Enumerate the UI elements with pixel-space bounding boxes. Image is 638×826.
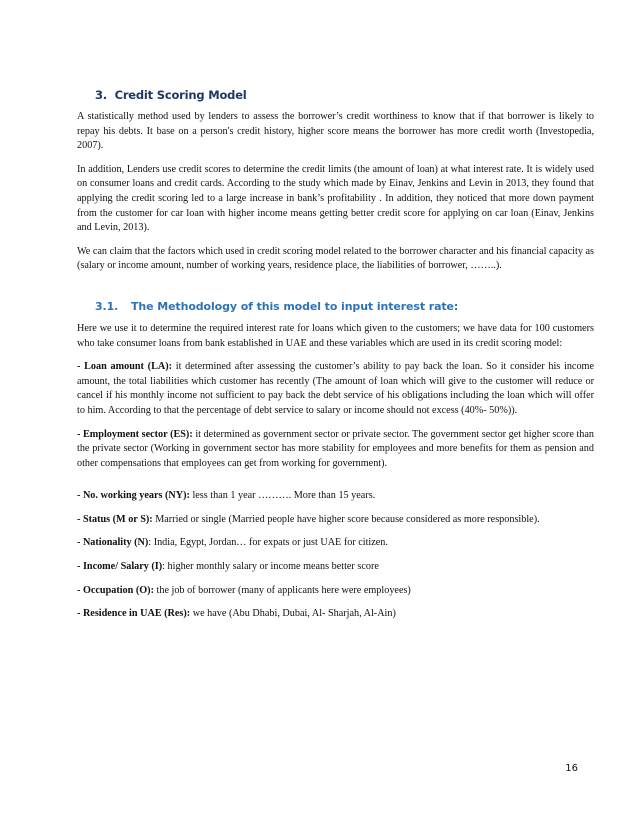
variable-income-salary [77, 560, 594, 575]
variable-term: - No. working years (NY): [77, 490, 190, 502]
section-title: Credit Scoring Model [114, 88, 247, 102]
variable-description: : higher monthly salary or income means better score [162, 561, 379, 573]
variable-status [77, 513, 594, 528]
variable-residence [77, 607, 594, 622]
subsection-number: 3.1. [95, 299, 119, 313]
variable-term: - Income/ Salary (I) [77, 561, 163, 573]
page-content [77, 88, 594, 631]
variable-description: : India, Egypt, Jordan… for expats or just UAE for citizen. [148, 537, 388, 549]
section-heading [95, 88, 594, 102]
variable-term: - Residence in UAE (Res): [77, 608, 191, 620]
intro-paragraph-1: A statistically method used by lenders to assess the borrower’s credit worthiness to know that if that borrower is likely to repay his debts. It base on a person's credit history, higher score means the borrower has more credit worth (Investopedia, 2007). [77, 111, 594, 152]
intro-paragraph-2: In addition, Lenders use credit scores to determine the credit limits (the amount of loan) at what interest rate. It is widely used on consumer loans and credit cards. According to the study which made by Einav, Jenkins and Levin in 2013, they found that applying the credit scoring led to a large increase in bank’s profitability . In addition, they noticed that more down payment from the customer for car loan with higher income means getting better credit score for applying on car loan (Einav, Jenkins and Levin, 2013). [77, 163, 594, 234]
variable-loan-amount [77, 360, 594, 418]
variable-description: it determined as government sector or private sector. The government sector get higher score than the private sector (Working in government sector has more stability for employees and more benefits for them as pension and other compensations that employees can get from working for government). [77, 428, 594, 469]
variable-term: - Nationality (N) [77, 537, 149, 549]
variable-description: we have (Abu Dhabi, Dubai, Al- Sharjah, Al-Ain) [190, 608, 396, 620]
variable-working-years [77, 489, 594, 504]
variable-employment-sector [77, 428, 594, 472]
variable-term: - Occupation (O): [77, 584, 154, 596]
section-number: 3. [95, 88, 107, 102]
variable-term: - Loan amount (LA): [77, 361, 173, 373]
variable-description: it determined after assessing the customer’s ability to pay back the loan. So it consider his income amount, the total liabilities which customer has recently (The amount of loan which will give to the customer will reduce or cancel if his monthly income not sufficient to pay back the debt service of his obligations including the loan which will offer to him. According to that the percentage of debt service to salary or income should not excess (40%- 50%)). [77, 361, 594, 416]
subsection-title: The Methodology of this model to input interest rate: [131, 299, 459, 313]
method-paragraph: Here we use it to determine the required interest rate for loans which given to the customers; we have data for 100 customers who take consumer loans from bank established in UAE and these variables which are used in its credit scoring model: [77, 322, 594, 349]
variable-description: the job of borrower (many of applicants here were employees) [153, 584, 411, 596]
variable-term: - Status (M or S): [77, 513, 153, 525]
variable-description: Married or single (Married people have higher score because considered as more responsible). [152, 513, 540, 525]
variable-description: less than 1 year ………. More than 15 years. [189, 490, 376, 502]
page-number: 16 [565, 763, 578, 774]
variable-nationality [77, 536, 594, 551]
variable-occupation [77, 584, 594, 599]
variable-term: - Employment sector (ES): [77, 428, 193, 440]
subsection-heading [95, 300, 594, 313]
intro-paragraph-3: We can claim that the factors which used in credit scoring model related to the borrower character and his financial capacity as (salary or income amount, number of working years, residence place, the liabilities of borrower, ……..). [77, 245, 594, 272]
